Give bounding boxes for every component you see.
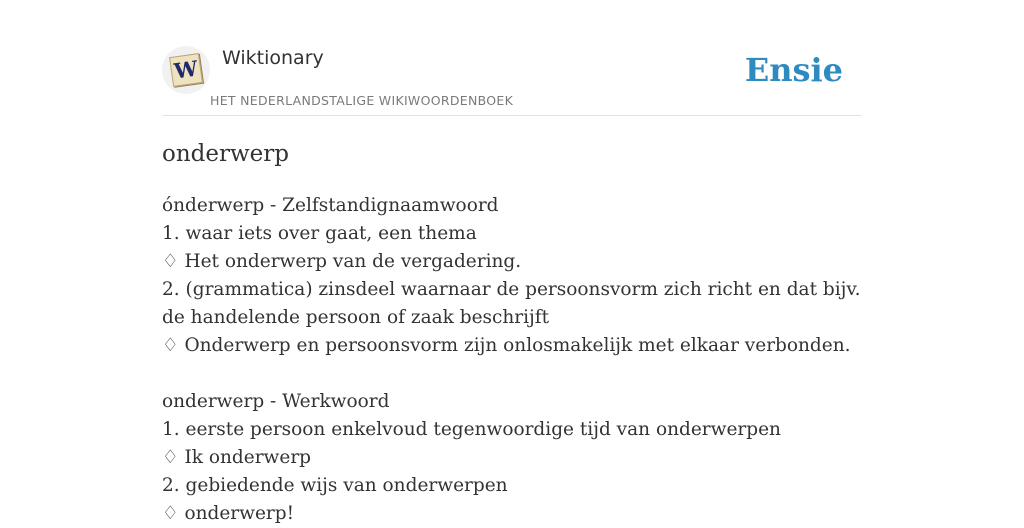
main-content	[162, 137, 862, 528]
example-line: ♢ onderwerp!	[162, 503, 295, 524]
entry-noun	[162, 192, 862, 360]
entry-heading: ónderwerp - Zelfstandignaamwoord	[162, 195, 499, 216]
entry-heading: onderwerp - Werkwoord	[162, 391, 390, 412]
logo-tile	[169, 53, 203, 87]
definition-line: 1. waar iets over gaat, een thema	[162, 223, 477, 244]
site-header	[162, 0, 862, 116]
page-title: onderwerp	[162, 141, 290, 167]
logo-letter: W	[172, 55, 200, 84]
wiktionary-logo-icon[interactable]	[162, 46, 210, 94]
example-line: ♢ Ik onderwerp	[162, 447, 312, 468]
ensie-brand-link[interactable]: Ensie	[744, 51, 843, 89]
definition-line: 2. (grammatica) zinsdeel waarnaar de persoonsvorm zich richt en dat bijv. de handelende persoon of zaak beschrijft	[162, 279, 861, 328]
site-subtitle: HET NEDERLANDSTALIGE WIKIWOORDENBOEK	[210, 93, 514, 108]
entry-verb	[162, 388, 862, 528]
site-name[interactable]: Wiktionary	[222, 47, 324, 69]
example-line: ♢ Het onderwerp van de vergadering.	[162, 251, 522, 272]
example-line: ♢ Onderwerp en persoonsvorm zijn onlosmakelijk met elkaar verbonden.	[162, 335, 851, 356]
definition-line: 1. eerste persoon enkelvoud tegenwoordige tijd van onderwerpen	[162, 419, 781, 440]
definition-line: 2. gebiedende wijs van onderwerpen	[162, 475, 508, 496]
